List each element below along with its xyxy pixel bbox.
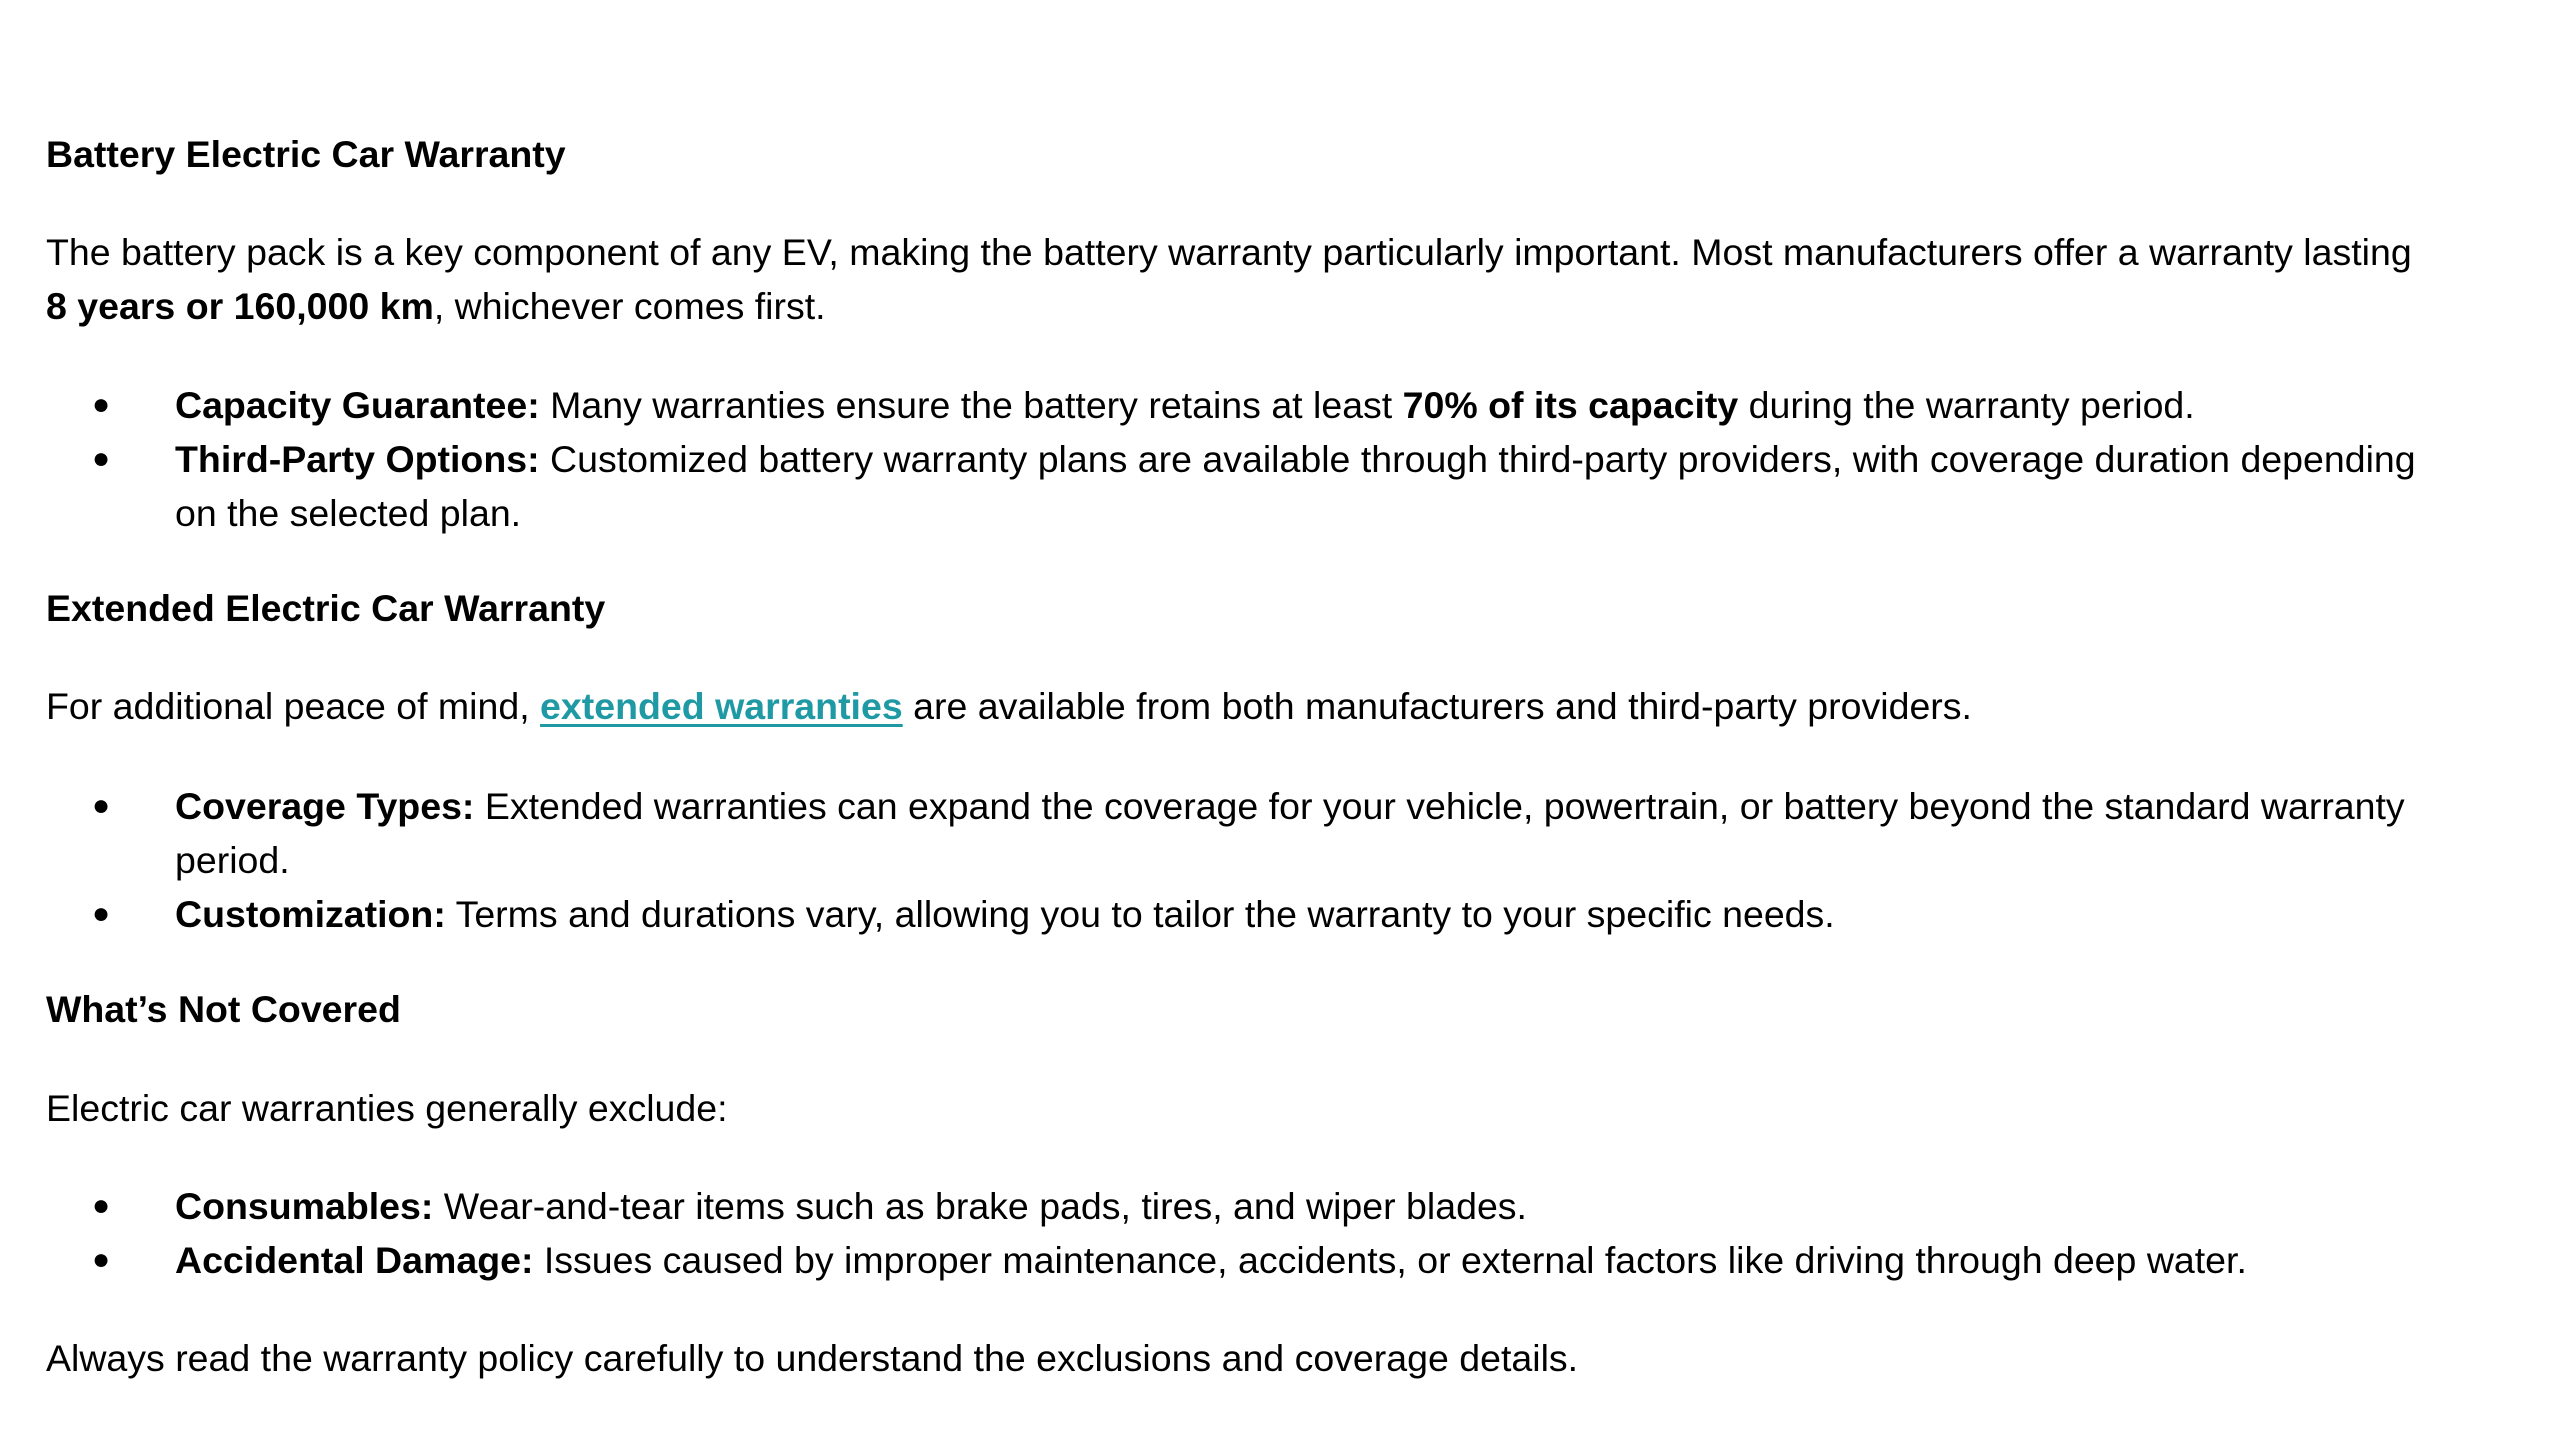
third-party-options-line-1: Customized battery warranty plans are available through third-party providers, with coverage duration depending — [539, 438, 2416, 480]
accidental-damage-text: Issues caused by improper maintenance, accidents, or external factors like driving through deep water. — [533, 1239, 2247, 1281]
not-covered-list — [46, 1179, 2536, 1287]
extended-warranty-heading: Extended Electric Car Warranty — [46, 587, 606, 629]
extended-intro-paragraph — [46, 679, 2536, 733]
not-covered-intro-text: Electric car warranties generally exclude: — [46, 1087, 728, 1129]
battery-intro-paragraph — [46, 225, 2536, 333]
bullet-icon: ● — [92, 897, 111, 930]
capacity-percentage: 70% of its capacity — [1402, 384, 1739, 426]
coverage-types-line-2: period. — [175, 839, 290, 881]
list-item-capacity-guarantee — [46, 378, 2536, 432]
customization-text: Terms and durations vary, allowing you to tailor the warranty to your specific needs. — [445, 893, 1835, 935]
closing-paragraph — [46, 1331, 2536, 1385]
third-party-options-term: Third-Party Options: — [175, 438, 540, 480]
not-covered-heading: What’s Not Covered — [46, 988, 401, 1030]
coverage-types-term: Coverage Types: — [175, 785, 475, 827]
extended-intro-head: For additional peace of mind, — [46, 685, 541, 727]
battery-warranty-heading: Battery Electric Car Warranty — [46, 133, 566, 175]
bullet-icon: ● — [92, 789, 111, 822]
bullet-icon: ● — [92, 1189, 111, 1222]
customization-term: Customization: — [175, 893, 446, 935]
bullet-icon: ● — [92, 388, 111, 421]
not-covered-intro — [46, 1081, 2536, 1135]
consumables-term: Consumables: — [175, 1185, 434, 1227]
capacity-guarantee-term: Capacity Guarantee: — [175, 384, 540, 426]
list-item-third-party-options — [46, 432, 2536, 540]
battery-warranty-duration: 8 years or 160,000 km — [46, 285, 434, 327]
closing-text: Always read the warranty policy carefully to understand the exclusions and coverage details. — [46, 1337, 1579, 1379]
battery-intro-line-2 — [46, 279, 2536, 333]
extended-warranties-link[interactable]: extended warranties — [540, 685, 903, 727]
extended-warranty-list — [46, 779, 2536, 941]
battery-intro-line-1: The battery pack is a key component of any EV, making the battery warranty particularly important. Most manufacturers offer a warranty lasting — [46, 231, 2412, 273]
list-item-coverage-types — [46, 779, 2536, 887]
capacity-guarantee-text-a: Many warranties ensure the battery retains at least — [539, 384, 1403, 426]
third-party-options-line-2: on the selected plan. — [175, 492, 522, 534]
bullet-icon: ● — [92, 1243, 111, 1276]
list-item-consumables — [46, 1179, 2536, 1233]
extended-intro-tail: are available from both manufacturers and third-party providers. — [902, 685, 1972, 727]
accidental-damage-term: Accidental Damage: — [175, 1239, 534, 1281]
battery-warranty-list — [46, 378, 2536, 540]
coverage-types-line-1: Extended warranties can expand the coverage for your vehicle, powertrain, or battery beyond the standard warranty — [474, 785, 2405, 827]
consumables-text: Wear-and-tear items such as brake pads, tires, and wiper blades. — [433, 1185, 1527, 1227]
list-item-customization — [46, 887, 2536, 941]
list-item-accidental-damage — [46, 1233, 2536, 1287]
capacity-guarantee-text-b: during the warranty period. — [1738, 384, 2195, 426]
bullet-icon: ● — [92, 442, 111, 475]
battery-intro-tail: , whichever comes first. — [433, 285, 826, 327]
